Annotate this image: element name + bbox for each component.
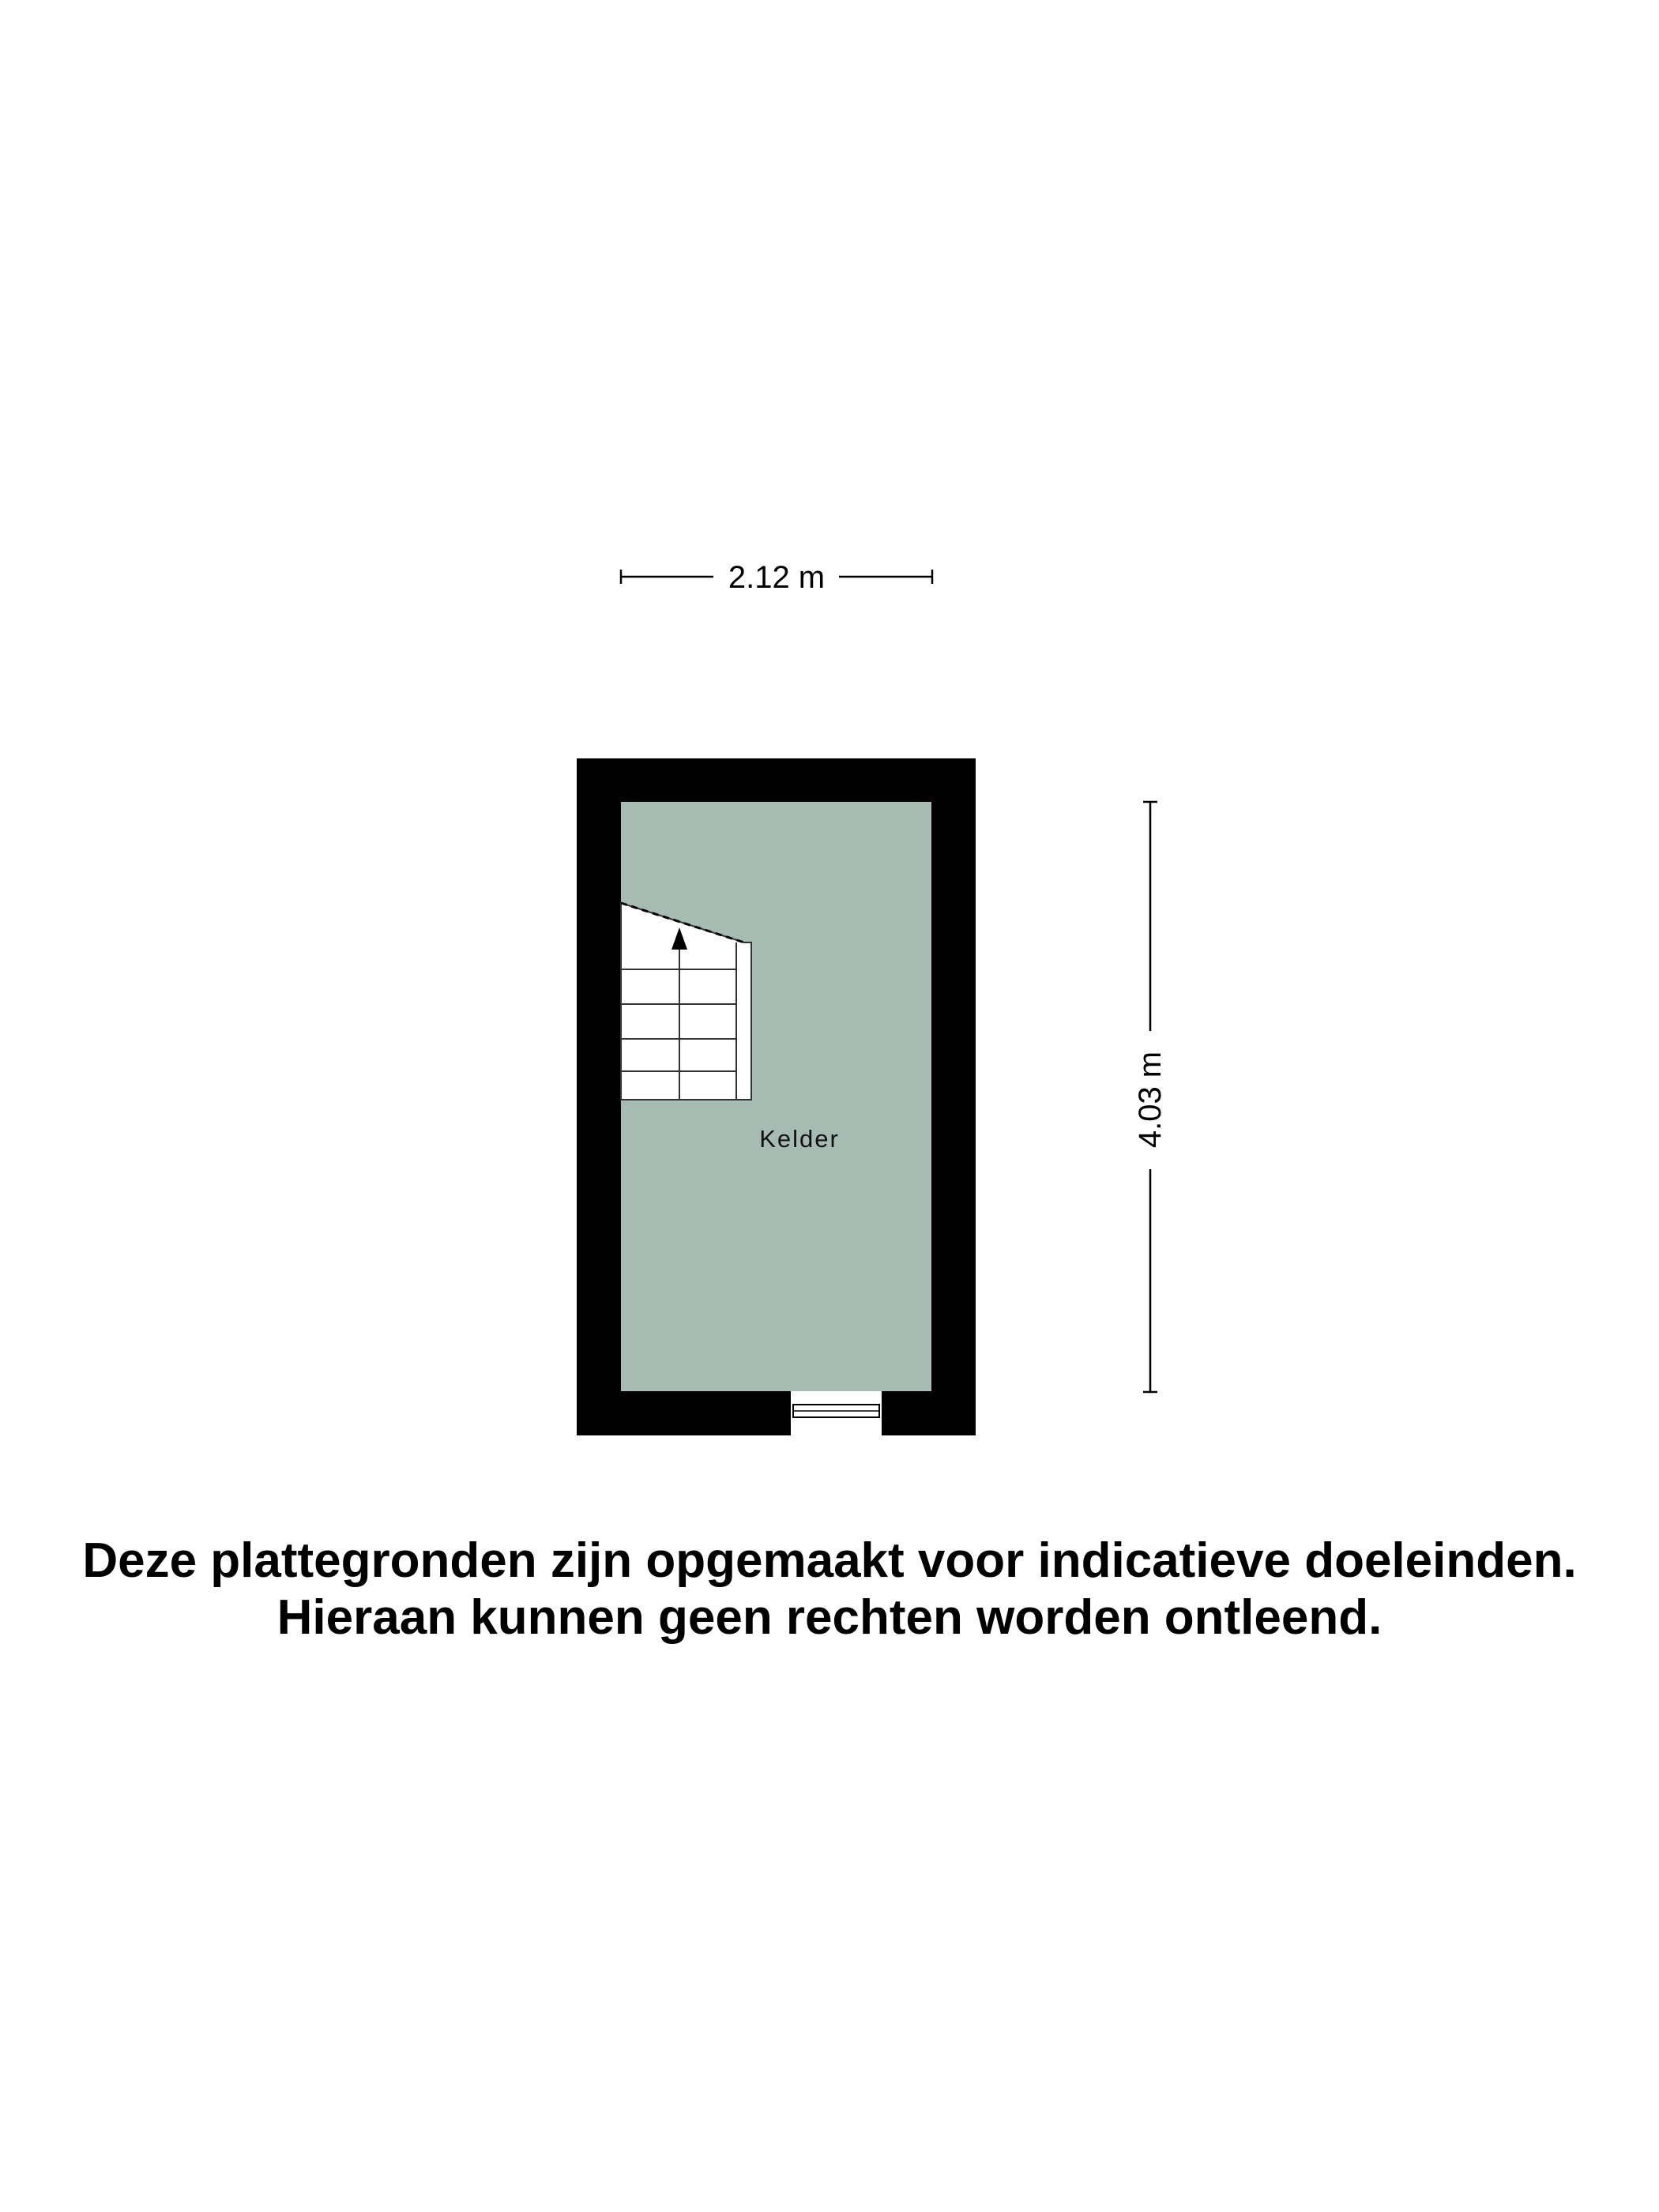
window — [791, 1391, 882, 1435]
height-dimension — [1133, 802, 1168, 1392]
room-label: Kelder — [759, 1125, 840, 1153]
disclaimer-line-2: Hieraan kunnen geen rechten worden ontleend. — [276, 1590, 1382, 1645]
height-dimension-label: 4.03 m — [1133, 1051, 1168, 1149]
width-dimension — [621, 560, 932, 595]
width-dimension-label: 2.12 m — [728, 560, 826, 595]
disclaimer-line-1: Deze plattegronden zijn opgemaakt voor indicatieve doeleinden. — [82, 1533, 1577, 1588]
